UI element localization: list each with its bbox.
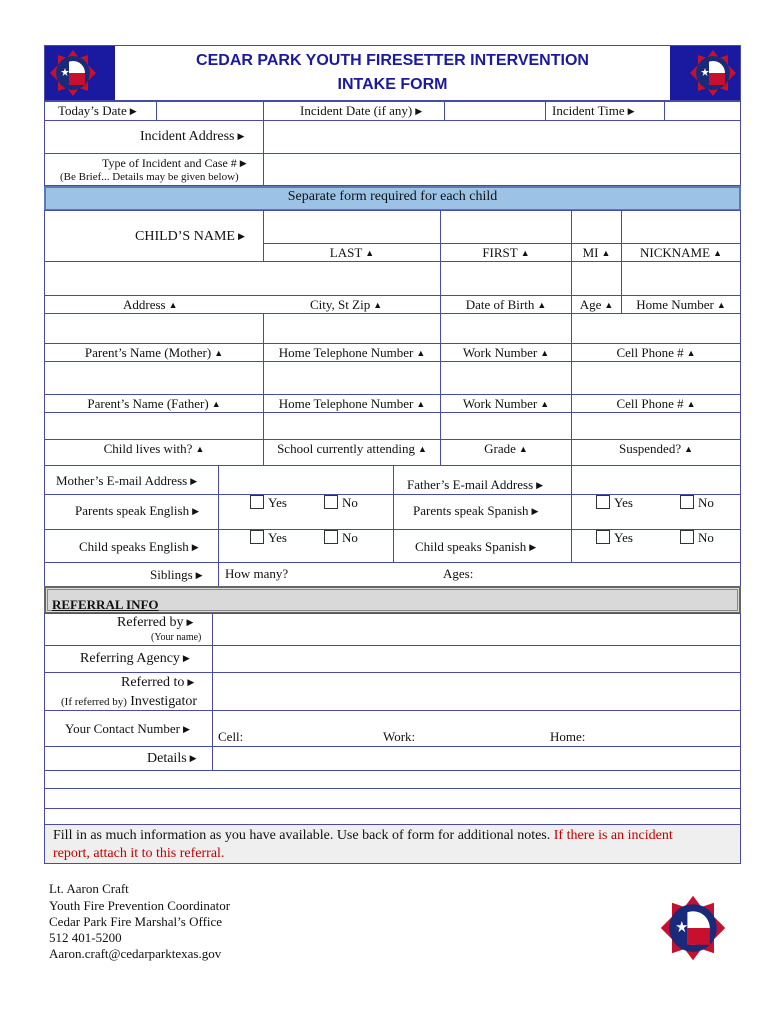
incident-type-field[interactable] <box>263 153 741 186</box>
referred-to-field[interactable] <box>212 672 741 711</box>
checkbox-icon[interactable] <box>324 530 338 544</box>
father-home-caption: Home Telephone Number ▲ <box>278 396 426 411</box>
father-cell-phone-field[interactable] <box>571 361 741 395</box>
mother-name-caption: Parent’s Name (Mother) ▲ <box>84 345 224 360</box>
mother-cell-phone-field[interactable] <box>571 313 741 344</box>
father-home-phone-field[interactable] <box>263 361 441 395</box>
incident-type-label: Type of Incident and Case # ▶ <box>102 156 247 170</box>
incident-date-field[interactable] <box>444 101 546 121</box>
mother-name-field[interactable] <box>44 313 264 344</box>
referred-by-field[interactable] <box>212 613 741 646</box>
child-lives-with-field[interactable] <box>44 412 264 440</box>
referred-to-hint: (If referred by) Investigator <box>61 694 198 709</box>
checkbox-icon[interactable] <box>250 530 264 544</box>
mother-work-caption: Work Number ▲ <box>462 345 550 360</box>
mother-email-field[interactable] <box>218 465 394 495</box>
incident-time-field[interactable] <box>664 101 741 121</box>
father-email-field[interactable] <box>571 465 741 495</box>
checkbox-icon[interactable] <box>324 495 338 509</box>
coordinator-name: Lt. Aaron Craft <box>49 881 129 896</box>
siblings-label: Siblings ▶ <box>150 567 203 582</box>
agency-label: Referring Agency ▶ <box>80 651 190 666</box>
first-name-field[interactable] <box>440 210 572 244</box>
mother-email-label: Mother’s E-mail Address ▶ <box>56 473 198 488</box>
separate-form-note: Separate form required for each child <box>287 189 498 204</box>
siblings-field[interactable] <box>218 562 741 587</box>
age-field[interactable] <box>571 261 622 296</box>
father-name-caption: Parent’s Name (Father) ▲ <box>87 396 221 411</box>
coordinator-title: Youth Fire Prevention Coordinator <box>49 898 231 913</box>
suspended-field[interactable] <box>571 412 741 440</box>
parents-spanish-yes[interactable]: Yes <box>596 495 633 510</box>
checkbox-icon[interactable] <box>596 495 610 509</box>
note-line2: report, attach it to this referral. <box>53 846 225 861</box>
mother-home-phone-field[interactable] <box>263 313 441 344</box>
child-english-label: Child speaks English ▶ <box>79 539 199 554</box>
your-name-hint: (Your name) <box>151 632 202 643</box>
nickname-caption: NICKNAME ▲ <box>640 245 722 260</box>
nickname-field[interactable] <box>621 210 741 244</box>
child-spanish-no[interactable]: No <box>680 530 714 545</box>
referral-heading: REFERRAL INFO <box>52 597 159 612</box>
last-name-field[interactable] <box>263 210 441 244</box>
incident-address-label: Incident Address ▶ <box>140 129 245 144</box>
details-line-3[interactable] <box>44 808 741 825</box>
dob-caption: Date of Birth ▲ <box>465 297 547 312</box>
middle-initial-field[interactable] <box>571 210 622 244</box>
address-field[interactable] <box>44 261 441 296</box>
mother-home-caption: Home Telephone Number ▲ <box>278 345 426 360</box>
contact-label: Your Contact Number ▶ <box>65 721 190 736</box>
child-english-options <box>218 529 394 563</box>
incident-date-label: Incident Date (if any) ▶ <box>300 103 423 118</box>
details-line-1[interactable] <box>44 770 741 789</box>
home-number-caption: Home Number ▲ <box>636 297 726 312</box>
parents-english-yes[interactable]: Yes <box>250 495 287 510</box>
father-name-field[interactable] <box>44 361 264 395</box>
mi-caption: MI ▲ <box>582 245 611 260</box>
child-english-no[interactable]: No <box>324 530 358 545</box>
parents-spanish-label: Parents speak Spanish ▶ <box>413 503 539 518</box>
form-title-line1: CEDAR PARK YOUTH FIRESETTER INTERVENTION <box>196 52 589 69</box>
dob-field[interactable] <box>440 261 572 296</box>
mother-cell-caption: Cell Phone # ▲ <box>616 345 696 360</box>
contact-work-label: Work: <box>383 729 416 744</box>
father-work-caption: Work Number ▲ <box>462 396 550 411</box>
school-field[interactable] <box>263 412 441 440</box>
age-caption: Age ▲ <box>579 297 614 312</box>
child-spanish-yes[interactable]: Yes <box>596 530 633 545</box>
school-caption: School currently attending ▲ <box>277 441 427 456</box>
last-caption: LAST ▲ <box>329 245 375 260</box>
home-number-field[interactable] <box>621 261 741 296</box>
note-line1: Fill in as much information as you have available. Use back of form for additional notes. If there is an incident <box>53 828 673 843</box>
coordinator-email[interactable]: Aaron.craft@cedarparktexas.gov <box>49 946 222 961</box>
father-work-number-field[interactable] <box>440 361 572 395</box>
child-spanish-label: Child speaks Spanish ▶ <box>415 539 537 554</box>
parents-english-label: Parents speak English ▶ <box>75 503 200 518</box>
address-caption: Address ▲ <box>123 297 178 312</box>
form-title-line2: INTAKE FORM <box>337 76 448 93</box>
child-english-yes[interactable]: Yes <box>250 530 287 545</box>
parents-english-no[interactable]: No <box>324 495 358 510</box>
cedar-park-fire-logo-bottom <box>658 893 728 963</box>
suspended-caption: Suspended? ▲ <box>618 441 694 456</box>
lives-with-caption: Child lives with? ▲ <box>103 441 205 456</box>
contact-field[interactable] <box>212 710 741 747</box>
siblings-how-many: How many? <box>225 566 289 581</box>
father-cell-caption: Cell Phone # ▲ <box>616 396 696 411</box>
coordinator-phone: 512 401-5200 <box>49 930 122 945</box>
grade-caption: Grade ▲ <box>484 441 528 456</box>
incident-address-field[interactable] <box>263 120 741 154</box>
father-email-label: Father’s E-mail Address ▶ <box>407 477 544 492</box>
child-name-label: CHILD’S NAME ▶ <box>135 229 245 244</box>
referred-to-label: Referred to ▶ <box>121 675 195 690</box>
checkbox-icon[interactable] <box>680 495 694 509</box>
incident-time-label: Incident Time ▶ <box>552 103 635 118</box>
coordinator-office: Cedar Park Fire Marshal’s Office <box>49 914 223 929</box>
first-caption: FIRST ▲ <box>482 245 530 260</box>
grade-field[interactable] <box>440 412 572 440</box>
todays-date-field[interactable] <box>156 101 264 121</box>
mother-work-number-field[interactable] <box>440 313 572 344</box>
parents-spanish-no[interactable]: No <box>680 495 714 510</box>
checkbox-icon[interactable] <box>250 495 264 509</box>
agency-field[interactable] <box>212 645 741 673</box>
referred-by-label: Referred by ▶ <box>117 615 194 630</box>
cedar-park-fire-logo-right <box>688 48 738 98</box>
details-label: Details ▶ <box>147 751 197 766</box>
details-line-2[interactable] <box>44 788 741 809</box>
contact-cell-label: Cell: <box>218 729 244 744</box>
contact-home-label: Home: <box>550 729 586 744</box>
todays-date-label: Today’s Date ▶ <box>58 103 137 118</box>
cedar-park-fire-logo-left <box>48 48 98 98</box>
city-caption: City, St Zip ▲ <box>310 297 383 312</box>
details-field[interactable] <box>212 746 741 771</box>
siblings-ages: Ages: <box>443 566 474 581</box>
parents-english-options <box>218 494 394 530</box>
checkbox-icon[interactable] <box>680 530 694 544</box>
incident-type-hint: (Be Brief... Details may be given below) <box>60 171 239 183</box>
checkbox-icon[interactable] <box>596 530 610 544</box>
